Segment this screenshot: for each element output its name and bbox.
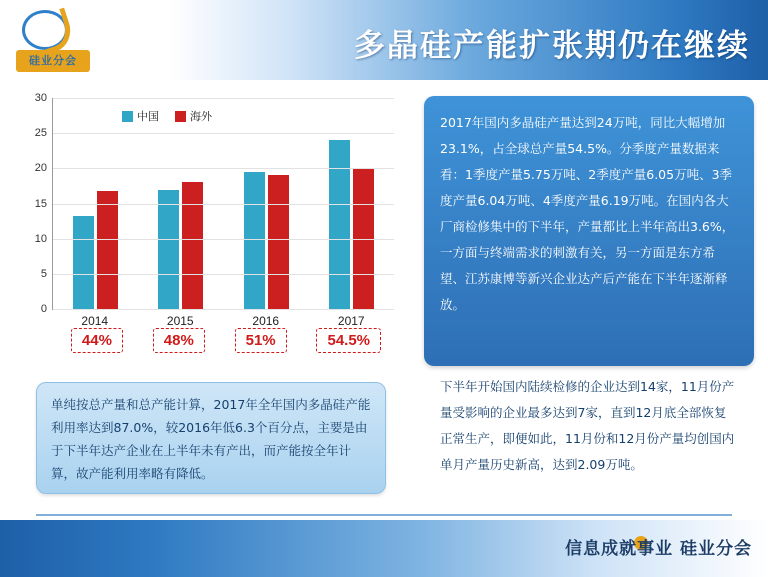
chart-bar-group [244, 172, 289, 309]
footer-divider [36, 514, 732, 516]
chart-gridline [53, 98, 394, 99]
chart-bar [73, 216, 94, 309]
chart-y-tick-label: 30 [34, 92, 47, 104]
page-header [0, 0, 768, 80]
chart-gridline [53, 168, 394, 169]
page-title: 多晶硅产能扩张期仍在继续 [354, 28, 750, 64]
chart-annotation-badge: 54.5% [316, 328, 381, 353]
organization-logo [16, 8, 94, 74]
chart-bar-group [158, 182, 203, 309]
chart-y-tick-label: 0 [40, 303, 47, 315]
chart-y-tick-label: 25 [34, 127, 47, 140]
chart-x-tick-label: 2017 [337, 314, 365, 328]
chart-legend-item [122, 108, 159, 124]
legend-label: 中国 [137, 111, 159, 123]
chart-y-tick-label: 15 [34, 197, 47, 210]
chart-legend [122, 108, 212, 124]
page-footer [0, 520, 768, 577]
chart-gridline [53, 239, 394, 240]
chart-bar [244, 172, 265, 309]
logo-text: 硅业分会 [29, 54, 77, 67]
chart-annotations [56, 328, 396, 353]
chart-bar [329, 140, 350, 309]
legend-swatch [175, 111, 186, 122]
chart-legend-item [175, 108, 212, 124]
chart-plot-area [34, 92, 394, 315]
chart-gridline [53, 309, 394, 310]
chart-gridline [53, 133, 394, 134]
legend-label: 海外 [190, 111, 212, 123]
chart-y-tick-label: 10 [34, 232, 47, 245]
chart-annotation-badge: 44% [71, 328, 123, 353]
chart-annotation-badge: 48% [153, 328, 205, 353]
chart-bar [268, 175, 289, 309]
chart-x-tick-label: 2016 [252, 314, 280, 328]
chart-bar [97, 191, 118, 309]
chart-annotation-badge: 51% [235, 328, 287, 353]
footer-text: 信息成就事业 硅业分会 [565, 539, 752, 559]
chart-x-axis-labels [52, 314, 394, 328]
chart-x-tick-label: 2014 [81, 314, 109, 328]
chart-y-tick-label: 5 [40, 267, 47, 280]
legend-swatch [122, 111, 133, 122]
chart-gridline [53, 204, 394, 205]
chart-y-tick-label: 20 [34, 162, 47, 175]
right-body-text: 下半年开始国内陆续检修的企业达到14家，11月份产量受影响的企业最多达到7家，直到12月底全部恢复正常生产，即便如此，11月份和12月份产量均创国内单月产量历史新高，达到2.09万吨。 [440, 379, 735, 472]
left-note-box: 单纯按总产量和总产能计算，2017年全年国内多晶硅产能利用率达到87.0%，较2016年低6.3个百分点，主要是由于下半年达产企业在上半年未有产出，而产能按全年计算，故产能利用率略有降低。 [36, 382, 386, 494]
chart-bar [182, 182, 203, 309]
chart-bar-group [329, 140, 374, 309]
chart-gridline [53, 274, 394, 275]
right-note-box: 2017年国内多晶硅产量达到24万吨，同比大幅增加23.1%，占全球总产量54.5%。分季度产量数据来看：1季度产量5.75万吨、2季度产量6.05万吨、3季度产量6.04万吨、4季度产量6.19万吨。在国内各大厂商检修集中的下半年，产量都比上半年高出3.6%，一方面与终端需求的刺激有关，另一方面是东方希望、江苏康博等新兴企业达产后产能在下半年逐渐释放。 [424, 96, 754, 366]
logo-plate [16, 50, 90, 72]
chart-x-tick-label: 2015 [166, 314, 194, 328]
bar-chart [10, 88, 410, 368]
chart-bar-group [73, 191, 118, 309]
chart-bar [158, 190, 179, 309]
